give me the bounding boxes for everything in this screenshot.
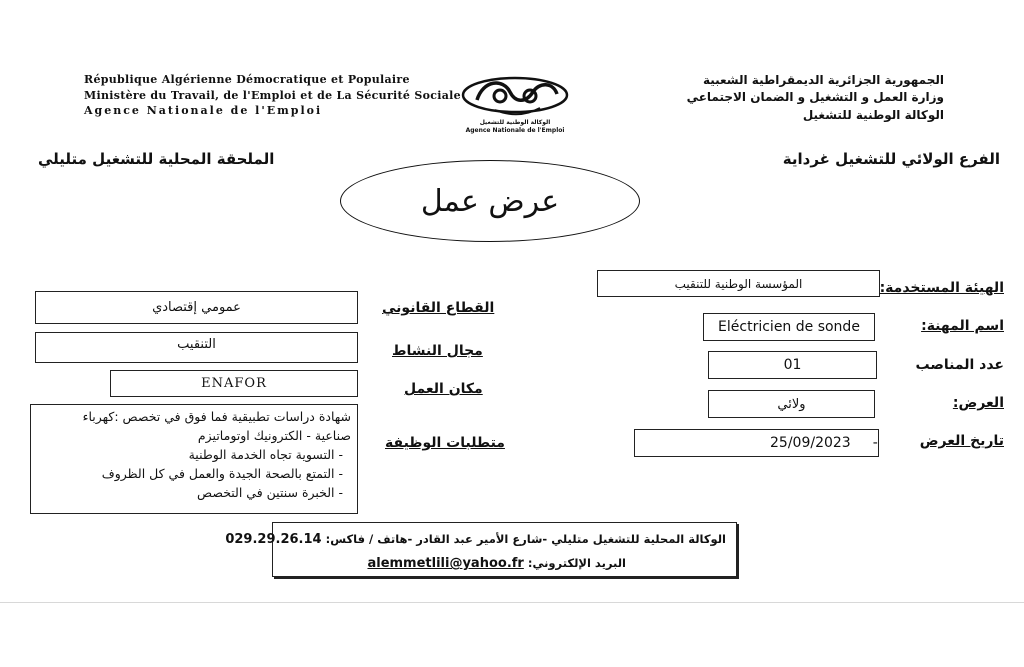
sector-value: عمومي إقتصادي — [35, 291, 358, 324]
header-ar-line3: الوكالة الوطنية للتشغيل — [802, 108, 944, 122]
page-title: عرض عمل — [420, 183, 560, 219]
requirement-item: - التسوية تجاه الخدمة الوطنية — [188, 447, 343, 462]
requirement-item: شهادة دراسات تطبيقية فما فوق في تخصص :كهرباء — [82, 409, 351, 424]
footer-email-label: البريد الإلكتروني: — [527, 556, 626, 570]
activity-label: مجال النشاط — [392, 343, 483, 359]
date-field — [634, 429, 879, 457]
logo-caption-ar: الوكالة الوطنية للتشغيل — [479, 119, 551, 126]
profession-label: اسم المهنة: — [921, 318, 1004, 334]
logo-caption-fr: Agence Nationale de l'Emploi — [465, 127, 565, 134]
workplace-label: مكان العمل — [404, 381, 483, 397]
workplace-value: ENAFOR — [110, 370, 358, 397]
date-label: تاريخ العرض — [919, 433, 1004, 449]
anem-logo — [455, 70, 575, 136]
branch-left: الملحقة المحلية للتشغيل متليلي — [38, 150, 275, 168]
anem-logo-icon — [455, 70, 575, 120]
footer-address: الوكالة المحلية للتشغيل متليلي -شارع الأمير عبد القادر -هاتف / فاكس: — [325, 532, 726, 546]
employer-label: الهيئة المستخدمة: — [879, 280, 1004, 296]
requirement-item: صناعية - الكترونيك اوتوماتيزم — [197, 428, 351, 443]
offer-label: العرض: — [952, 395, 1004, 411]
offer-value: ولائي — [708, 390, 875, 418]
employer-value: المؤسسة الوطنية للتنقيب — [597, 270, 880, 297]
header-fr-line2: Ministère du Travail, de l'Emploi et de La Sécurité Sociale — [84, 89, 461, 102]
activity-value: التنقيب — [35, 332, 358, 363]
requirement-item: - الخبرة سنتين في التخصص — [197, 485, 343, 500]
sector-label: القطاع القانوني — [382, 300, 495, 316]
footer-email: alemmetlili@yahoo.fr — [367, 556, 524, 571]
footer-phone: 029.29.26.14 — [225, 532, 322, 547]
date-value: 25/09/2023 — [770, 435, 851, 451]
branch-right: الفرع الولائي للتشغيل غرداية — [782, 150, 1000, 168]
footer-contact — [225, 522, 737, 577]
header-ar-line2: وزارة العمل و التشغيل و الضمان الاجتماعي — [686, 90, 944, 104]
date-dash: - — [872, 435, 878, 451]
header-fr-line1: République Algérienne Démocratique et Populaire — [84, 73, 410, 86]
header-fr-line3: Agence Nationale de l'Emploi — [84, 104, 323, 117]
title-ellipse — [340, 160, 640, 242]
scan-edge-divider — [0, 602, 1024, 603]
profession-value: Eléctricien de sonde — [703, 313, 875, 341]
requirement-item: - التمتع بالصحة الجيدة والعمل في كل الظروف — [101, 466, 343, 481]
positions-value: 01 — [708, 351, 877, 379]
requirements-label: متطلبات الوظيفة — [385, 435, 505, 451]
requirements-list — [30, 404, 358, 514]
header-ar-line1: الجمهورية الجزائرية الديمقراطية الشعبية — [702, 73, 944, 87]
positions-label: عدد المناصب — [915, 357, 1004, 373]
